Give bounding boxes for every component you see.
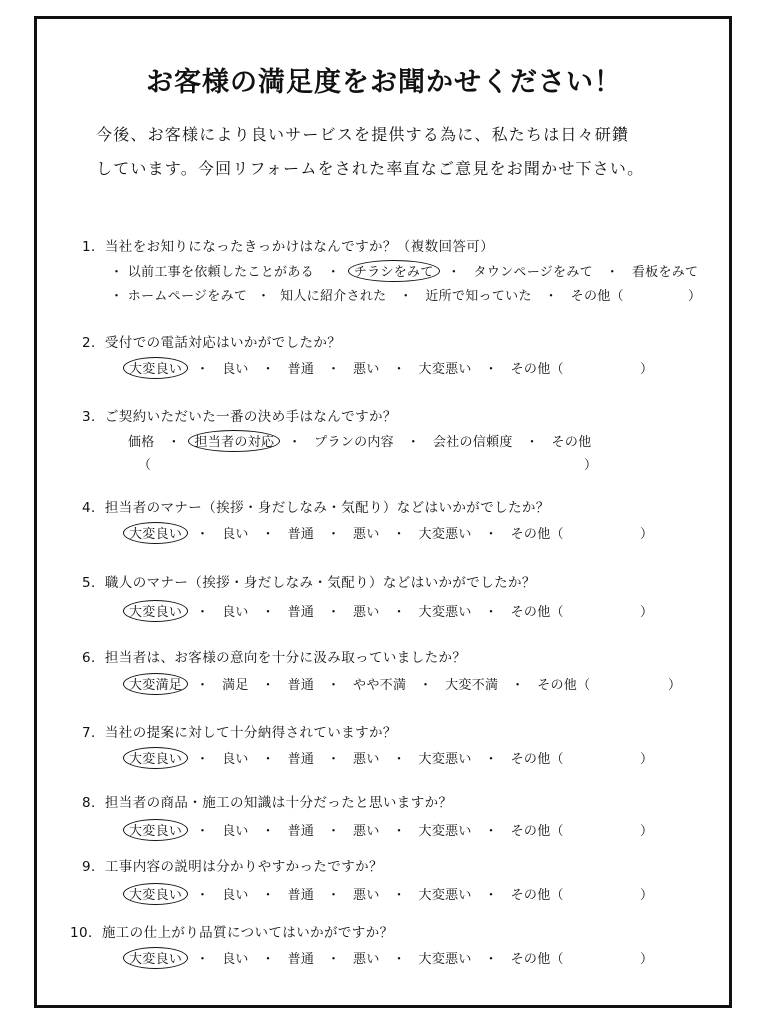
q10-option-bad[interactable]: 悪い — [353, 952, 380, 967]
q7-option-other[interactable]: その他（ — [510, 752, 564, 767]
bullet: ・ — [195, 824, 210, 839]
bullet: ・ — [419, 678, 433, 693]
bullet: ・ — [110, 289, 124, 304]
bullet: ・ — [326, 605, 341, 620]
bullet: ・ — [326, 824, 341, 839]
q2-option-good[interactable]: 良い — [222, 362, 249, 377]
bullet: ・ — [261, 527, 275, 542]
q10-option-normal[interactable]: 普通 — [287, 952, 315, 967]
q10-option-very-good-selected[interactable]: 大変良い — [123, 947, 188, 969]
bullet: ・ — [195, 362, 210, 377]
q4-option-bad[interactable]: 悪い — [353, 527, 380, 542]
question-7: 7．当社の提案に対して十分納得されていますか？ — [82, 725, 397, 741]
bullet: ・ — [484, 362, 498, 377]
q6-option-very-satisfied-selected[interactable]: 大変満足 — [123, 673, 188, 695]
q2-option-very-good-selected[interactable]: 大変良い — [123, 357, 188, 379]
q6-option-somewhat-dissatisfied[interactable]: やや不満 — [353, 678, 407, 693]
q4-paren-close: ） — [640, 527, 654, 542]
q6-option-other[interactable]: その他（ — [537, 678, 591, 693]
bullet: ・ — [392, 752, 406, 767]
q1-options-row-2 — [110, 285, 624, 304]
q9-option-normal[interactable]: 普通 — [287, 888, 315, 903]
bullet: ・ — [326, 888, 341, 903]
bullet: ・ — [484, 888, 498, 903]
q6-option-very-dissatisfied[interactable]: 大変不満 — [445, 678, 499, 693]
q4-option-very-good-selected[interactable]: 大変良い — [123, 522, 188, 544]
q7-paren-close: ） — [640, 752, 654, 767]
q8-option-other[interactable]: その他（ — [510, 824, 564, 839]
bullet: ・ — [261, 678, 275, 693]
q8-option-very-good-selected[interactable]: 大変良い — [123, 819, 188, 841]
q5-option-good[interactable]: 良い — [222, 605, 249, 620]
bullet: ・ — [167, 435, 181, 450]
q10-option-very-bad[interactable]: 大変悪い — [418, 952, 472, 967]
bullet: ・ — [288, 435, 302, 450]
q1-option-signboard[interactable]: 看板をみて — [631, 265, 699, 280]
q1-option-referral[interactable]: 知人に紹介された — [280, 289, 387, 304]
bullet: ・ — [195, 678, 210, 693]
q8-option-good[interactable]: 良い — [222, 824, 249, 839]
q2-option-other[interactable]: その他（ — [510, 362, 564, 377]
bullet: ・ — [195, 605, 210, 620]
bullet: ・ — [261, 952, 275, 967]
q9-option-bad[interactable]: 悪い — [353, 888, 380, 903]
q7-option-bad[interactable]: 悪い — [353, 752, 380, 767]
bullet: ・ — [326, 752, 341, 767]
bullet: ・ — [261, 752, 275, 767]
q4-option-normal[interactable]: 普通 — [287, 527, 315, 542]
q6-option-normal[interactable]: 普通 — [287, 678, 315, 693]
bullet: ・ — [261, 888, 275, 903]
q3-paren-close: ） — [584, 458, 598, 473]
bullet: ・ — [392, 824, 406, 839]
q6-paren-close: ） — [668, 678, 682, 693]
q2-paren-close: ） — [640, 362, 654, 377]
q1-option-other[interactable]: その他（ — [570, 289, 624, 304]
bullet: ・ — [484, 824, 498, 839]
q1-option-neighborhood[interactable]: 近所で知っていた — [425, 289, 532, 304]
q6-options — [128, 674, 590, 693]
q6-option-satisfied[interactable]: 満足 — [222, 678, 249, 693]
q3-option-reliability[interactable]: 会社の信頼度 — [432, 435, 513, 450]
q5-option-bad[interactable]: 悪い — [353, 605, 380, 620]
q7-options — [128, 748, 564, 767]
q5-options — [128, 601, 564, 620]
q1-option-town-page[interactable]: タウンページをみて — [473, 265, 593, 280]
bullet: ・ — [261, 605, 275, 620]
q3-options — [128, 431, 591, 450]
bullet: ・ — [399, 289, 413, 304]
question-6: 6．担当者は、お客様の意向を十分に汲み取っていましたか？ — [82, 650, 467, 666]
q9-options — [128, 884, 564, 903]
page-title: お客様の満足度をお聞かせください！ — [146, 67, 622, 98]
q3-option-staff-response-selected[interactable]: 担当者の対応 — [188, 430, 280, 452]
bullet: ・ — [605, 265, 620, 280]
q3-option-price[interactable]: 価格 — [128, 435, 155, 450]
q2-options — [128, 358, 564, 377]
q2-option-bad[interactable]: 悪い — [353, 362, 380, 377]
q3-option-plan[interactable]: プランの内容 — [314, 435, 394, 450]
q10-options — [128, 948, 564, 967]
bullet: ・ — [544, 289, 558, 304]
bullet: ・ — [326, 678, 341, 693]
q8-option-normal[interactable]: 普通 — [287, 824, 315, 839]
q8-option-bad[interactable]: 悪い — [353, 824, 380, 839]
q9-option-good[interactable]: 良い — [222, 888, 249, 903]
bullet: ・ — [484, 527, 498, 542]
q7-option-good[interactable]: 良い — [222, 752, 249, 767]
q1-option-flyer-selected[interactable]: チラシをみて — [348, 260, 440, 282]
bullet: ・ — [195, 952, 210, 967]
q1-option-homepage[interactable]: ホームページをみて — [127, 289, 248, 304]
question-8: 8．担当者の商品・施工の知識は十分だったと思いますか？ — [82, 795, 453, 811]
q9-option-other[interactable]: その他（ — [510, 888, 564, 903]
question-9: 9．工事内容の説明は分かりやすかったですか？ — [82, 859, 383, 875]
bullet: ・ — [392, 362, 406, 377]
bullet: ・ — [392, 888, 406, 903]
bullet: ・ — [256, 289, 271, 304]
bullet: ・ — [326, 362, 341, 377]
q7-option-very-good-selected[interactable]: 大変良い — [123, 747, 188, 769]
bullet: ・ — [261, 824, 275, 839]
q5-paren-close: ） — [640, 605, 654, 620]
bullet: ・ — [195, 752, 210, 767]
question-3: 3．ご契約いただいた一番の決め手はなんですか？ — [82, 409, 397, 425]
bullet: ・ — [261, 362, 275, 377]
q10-option-good[interactable]: 良い — [222, 952, 249, 967]
question-10: 10．施工の仕上がり品質についてはいかがですか？ — [70, 925, 394, 941]
q1-paren-close: ） — [688, 289, 702, 304]
q1-options-row-1 — [110, 261, 698, 280]
bullet: ・ — [195, 888, 210, 903]
bullet: ・ — [110, 265, 124, 280]
q5-option-very-bad[interactable]: 大変悪い — [418, 605, 472, 620]
intro-line-2: しています。今回リフォームをされた率直なご意見をお聞かせ下さい。 — [96, 159, 645, 178]
q3-option-other[interactable]: その他 — [551, 435, 592, 450]
q4-option-other[interactable]: その他（ — [510, 527, 564, 542]
bullet: ・ — [484, 752, 498, 767]
bullet: ・ — [326, 952, 341, 967]
bullet: ・ — [195, 527, 210, 542]
bullet: ・ — [447, 265, 461, 280]
q5-option-other[interactable]: その他（ — [510, 605, 564, 620]
bullet: ・ — [326, 527, 341, 542]
intro-line-1: 今後、お客様により良いサービスを提供する為に、私たちは日々研鑽 — [96, 125, 630, 144]
question-1: 1．当社をお知りになったきっかけはなんですか？（複数回答可） — [82, 239, 495, 255]
q9-paren-close: ） — [640, 888, 654, 903]
q8-options — [128, 820, 564, 839]
q8-option-very-bad[interactable]: 大変悪い — [418, 824, 472, 839]
bullet: ・ — [525, 435, 539, 450]
bullet: ・ — [511, 678, 525, 693]
bullet: ・ — [326, 265, 341, 280]
q8-paren-close: ） — [640, 824, 654, 839]
q5-option-normal[interactable]: 普通 — [287, 605, 315, 620]
bullet: ・ — [406, 435, 421, 450]
q7-option-normal[interactable]: 普通 — [287, 752, 315, 767]
q1-option-previous-work[interactable]: 以前工事を依頼したことがある — [127, 265, 314, 280]
bullet: ・ — [484, 605, 498, 620]
q9-option-very-good-selected[interactable]: 大変良い — [123, 883, 188, 905]
q3-paren-open: （ — [138, 458, 152, 473]
q2-option-normal[interactable]: 普通 — [287, 362, 315, 377]
q4-option-very-bad[interactable]: 大変悪い — [418, 527, 472, 542]
bullet: ・ — [392, 952, 406, 967]
question-2: 2．受付での電話対応はいかがでしたか？ — [82, 335, 342, 351]
q7-option-very-bad[interactable]: 大変悪い — [418, 752, 472, 767]
q2-option-very-bad[interactable]: 大変悪い — [418, 362, 472, 377]
question-5: 5．職人のマナー（挨拶・身だしなみ・気配り）などはいかがでしたか？ — [82, 575, 536, 591]
q9-option-very-bad[interactable]: 大変悪い — [418, 888, 472, 903]
question-4: 4．担当者のマナー（挨拶・身だしなみ・気配り）などはいかがでしたか？ — [82, 500, 550, 516]
q4-options — [128, 523, 564, 542]
q10-paren-close: ） — [640, 952, 654, 967]
bullet: ・ — [392, 605, 406, 620]
q10-option-other[interactable]: その他（ — [510, 952, 564, 967]
bullet: ・ — [484, 952, 498, 967]
q5-option-very-good-selected[interactable]: 大変良い — [123, 600, 188, 622]
bullet: ・ — [392, 527, 406, 542]
q4-option-good[interactable]: 良い — [222, 527, 249, 542]
